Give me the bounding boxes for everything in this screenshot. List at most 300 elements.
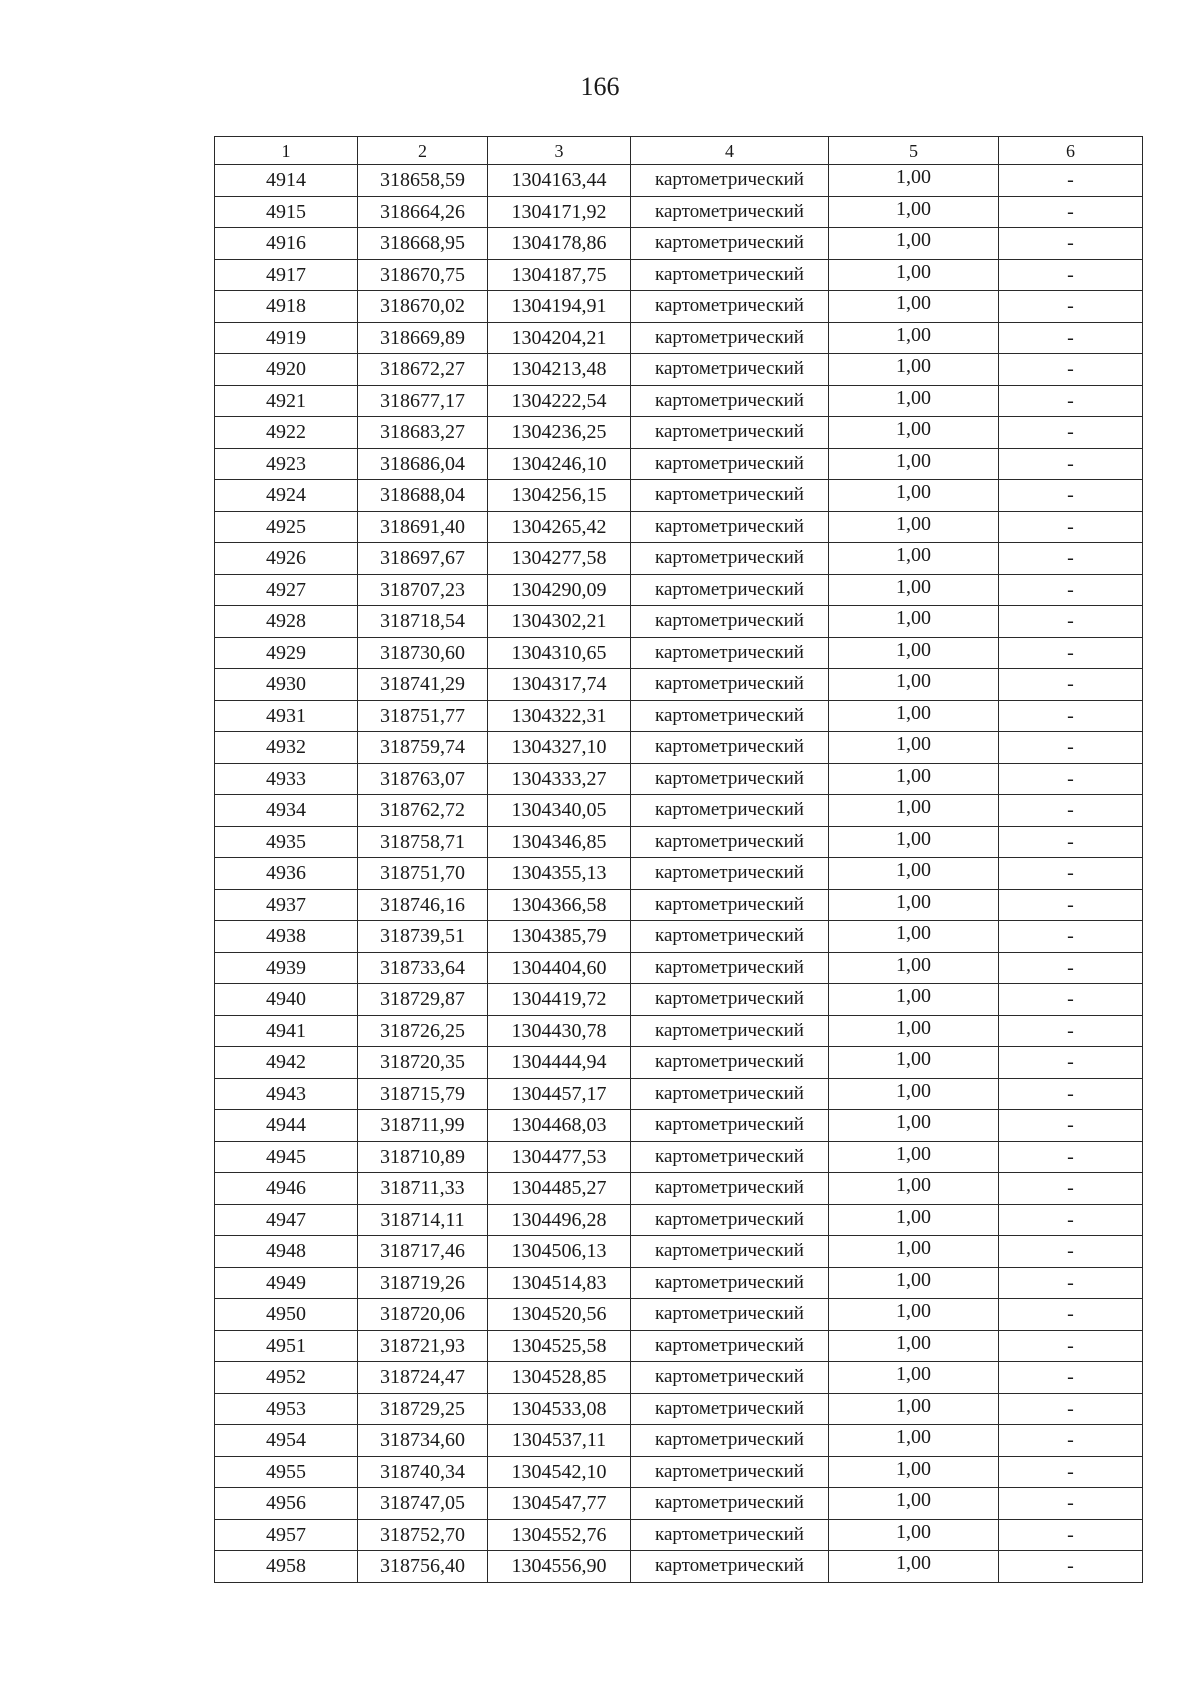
description-cell: - xyxy=(999,1330,1143,1362)
point-number-cell: 4914 xyxy=(215,165,358,197)
description-cell: - xyxy=(999,1078,1143,1110)
x-coordinate-cell: 318707,23 xyxy=(358,574,488,606)
table-row xyxy=(215,574,1143,606)
accuracy-cell: 1,00 xyxy=(829,574,999,606)
accuracy-cell: 1,00 xyxy=(829,480,999,512)
y-coordinate-cell: 1304236,25 xyxy=(488,417,631,449)
point-number-cell: 4936 xyxy=(215,858,358,890)
point-number-cell: 4947 xyxy=(215,1204,358,1236)
description-cell: - xyxy=(999,543,1143,575)
point-number-cell: 4917 xyxy=(215,259,358,291)
point-number-cell: 4929 xyxy=(215,637,358,669)
method-cell: картометрический xyxy=(631,669,829,701)
description-cell: - xyxy=(999,1456,1143,1488)
table-row xyxy=(215,637,1143,669)
method-cell: картометрический xyxy=(631,1236,829,1268)
description-cell: - xyxy=(999,1047,1143,1079)
table-row xyxy=(215,952,1143,984)
table-row xyxy=(215,795,1143,827)
header-cell: 1 xyxy=(215,137,358,165)
table-row xyxy=(215,1425,1143,1457)
point-number-cell: 4926 xyxy=(215,543,358,575)
table-row xyxy=(215,1267,1143,1299)
point-number-cell: 4922 xyxy=(215,417,358,449)
table-row xyxy=(215,1078,1143,1110)
method-cell: картометрический xyxy=(631,1047,829,1079)
description-cell: - xyxy=(999,417,1143,449)
x-coordinate-cell: 318730,60 xyxy=(358,637,488,669)
y-coordinate-cell: 1304163,44 xyxy=(488,165,631,197)
method-cell: картометрический xyxy=(631,732,829,764)
table-row xyxy=(215,543,1143,575)
accuracy-cell: 1,00 xyxy=(829,606,999,638)
accuracy-cell: 1,00 xyxy=(829,1299,999,1331)
x-coordinate-cell: 318683,27 xyxy=(358,417,488,449)
method-cell: картометрический xyxy=(631,1015,829,1047)
accuracy-cell: 1,00 xyxy=(829,291,999,323)
point-number-cell: 4938 xyxy=(215,921,358,953)
description-cell: - xyxy=(999,1425,1143,1457)
method-cell: картометрический xyxy=(631,1362,829,1394)
description-cell: - xyxy=(999,574,1143,606)
x-coordinate-cell: 318691,40 xyxy=(358,511,488,543)
point-number-cell: 4951 xyxy=(215,1330,358,1362)
y-coordinate-cell: 1304265,42 xyxy=(488,511,631,543)
accuracy-cell: 1,00 xyxy=(829,1078,999,1110)
method-cell: картометрический xyxy=(631,165,829,197)
method-cell: картометрический xyxy=(631,858,829,890)
accuracy-cell: 1,00 xyxy=(829,1047,999,1079)
method-cell: картометрический xyxy=(631,448,829,480)
table-row xyxy=(215,1299,1143,1331)
point-number-cell: 4946 xyxy=(215,1173,358,1205)
method-cell: картометрический xyxy=(631,606,829,638)
table-row xyxy=(215,480,1143,512)
description-cell: - xyxy=(999,354,1143,386)
description-cell: - xyxy=(999,1519,1143,1551)
accuracy-cell: 1,00 xyxy=(829,1015,999,1047)
accuracy-cell: 1,00 xyxy=(829,1519,999,1551)
point-number-cell: 4921 xyxy=(215,385,358,417)
y-coordinate-cell: 1304496,28 xyxy=(488,1204,631,1236)
point-number-cell: 4930 xyxy=(215,669,358,701)
x-coordinate-cell: 318658,59 xyxy=(358,165,488,197)
method-cell: картометрический xyxy=(631,1078,829,1110)
accuracy-cell: 1,00 xyxy=(829,228,999,260)
accuracy-cell: 1,00 xyxy=(829,858,999,890)
method-cell: картометрический xyxy=(631,322,829,354)
method-cell: картометрический xyxy=(631,952,829,984)
description-cell: - xyxy=(999,448,1143,480)
table-row xyxy=(215,228,1143,260)
method-cell: картометрический xyxy=(631,543,829,575)
method-cell: картометрический xyxy=(631,574,829,606)
point-number-cell: 4927 xyxy=(215,574,358,606)
accuracy-cell: 1,00 xyxy=(829,1456,999,1488)
point-number-cell: 4923 xyxy=(215,448,358,480)
description-cell: - xyxy=(999,196,1143,228)
x-coordinate-cell: 318714,11 xyxy=(358,1204,488,1236)
x-coordinate-cell: 318688,04 xyxy=(358,480,488,512)
table-row xyxy=(215,984,1143,1016)
y-coordinate-cell: 1304277,58 xyxy=(488,543,631,575)
page-number: 166 xyxy=(580,72,620,101)
y-coordinate-cell: 1304520,56 xyxy=(488,1299,631,1331)
coordinates-table xyxy=(214,136,1143,1583)
y-coordinate-cell: 1304256,15 xyxy=(488,480,631,512)
description-cell: - xyxy=(999,763,1143,795)
description-cell: - xyxy=(999,1173,1143,1205)
y-coordinate-cell: 1304430,78 xyxy=(488,1015,631,1047)
accuracy-cell: 1,00 xyxy=(829,417,999,449)
table-row xyxy=(215,165,1143,197)
accuracy-cell: 1,00 xyxy=(829,700,999,732)
accuracy-cell: 1,00 xyxy=(829,795,999,827)
accuracy-cell: 1,00 xyxy=(829,354,999,386)
method-cell: картометрический xyxy=(631,1425,829,1457)
y-coordinate-cell: 1304533,08 xyxy=(488,1393,631,1425)
point-number-cell: 4954 xyxy=(215,1425,358,1457)
accuracy-cell: 1,00 xyxy=(829,1551,999,1583)
y-coordinate-cell: 1304556,90 xyxy=(488,1551,631,1583)
method-cell: картометрический xyxy=(631,921,829,953)
table-row xyxy=(215,921,1143,953)
description-cell: - xyxy=(999,1393,1143,1425)
table-row xyxy=(215,511,1143,543)
method-cell: картометрический xyxy=(631,480,829,512)
table-row xyxy=(215,1047,1143,1079)
x-coordinate-cell: 318719,26 xyxy=(358,1267,488,1299)
y-coordinate-cell: 1304222,54 xyxy=(488,385,631,417)
x-coordinate-cell: 318762,72 xyxy=(358,795,488,827)
point-number-cell: 4950 xyxy=(215,1299,358,1331)
point-number-cell: 4928 xyxy=(215,606,358,638)
point-number-cell: 4955 xyxy=(215,1456,358,1488)
y-coordinate-cell: 1304477,53 xyxy=(488,1141,631,1173)
method-cell: картометрический xyxy=(631,385,829,417)
x-coordinate-cell: 318677,17 xyxy=(358,385,488,417)
header-cell: 5 xyxy=(829,137,999,165)
y-coordinate-cell: 1304290,09 xyxy=(488,574,631,606)
accuracy-cell: 1,00 xyxy=(829,543,999,575)
table-row xyxy=(215,1456,1143,1488)
method-cell: картометрический xyxy=(631,889,829,921)
point-number-cell: 4958 xyxy=(215,1551,358,1583)
table-row xyxy=(215,732,1143,764)
x-coordinate-cell: 318734,60 xyxy=(358,1425,488,1457)
method-cell: картометрический xyxy=(631,1204,829,1236)
description-cell: - xyxy=(999,1267,1143,1299)
point-number-cell: 4915 xyxy=(215,196,358,228)
table-row xyxy=(215,291,1143,323)
accuracy-cell: 1,00 xyxy=(829,1141,999,1173)
method-cell: картометрический xyxy=(631,1173,829,1205)
table-row xyxy=(215,196,1143,228)
description-cell: - xyxy=(999,669,1143,701)
method-cell: картометрический xyxy=(631,511,829,543)
accuracy-cell: 1,00 xyxy=(829,669,999,701)
accuracy-cell: 1,00 xyxy=(829,1204,999,1236)
point-number-cell: 4916 xyxy=(215,228,358,260)
description-cell: - xyxy=(999,1236,1143,1268)
point-number-cell: 4945 xyxy=(215,1141,358,1173)
table-row xyxy=(215,858,1143,890)
description-cell: - xyxy=(999,858,1143,890)
x-coordinate-cell: 318751,70 xyxy=(358,858,488,890)
method-cell: картометрический xyxy=(631,1519,829,1551)
method-cell: картометрический xyxy=(631,1393,829,1425)
accuracy-cell: 1,00 xyxy=(829,1267,999,1299)
accuracy-cell: 1,00 xyxy=(829,1110,999,1142)
y-coordinate-cell: 1304317,74 xyxy=(488,669,631,701)
accuracy-cell: 1,00 xyxy=(829,984,999,1016)
x-coordinate-cell: 318686,04 xyxy=(358,448,488,480)
table-row xyxy=(215,1236,1143,1268)
y-coordinate-cell: 1304187,75 xyxy=(488,259,631,291)
point-number-cell: 4932 xyxy=(215,732,358,764)
accuracy-cell: 1,00 xyxy=(829,385,999,417)
y-coordinate-cell: 1304310,65 xyxy=(488,637,631,669)
x-coordinate-cell: 318720,06 xyxy=(358,1299,488,1331)
method-cell: картометрический xyxy=(631,228,829,260)
accuracy-cell: 1,00 xyxy=(829,921,999,953)
x-coordinate-cell: 318758,71 xyxy=(358,826,488,858)
description-cell: - xyxy=(999,511,1143,543)
accuracy-cell: 1,00 xyxy=(829,637,999,669)
description-cell: - xyxy=(999,606,1143,638)
point-number-cell: 4943 xyxy=(215,1078,358,1110)
point-number-cell: 4948 xyxy=(215,1236,358,1268)
y-coordinate-cell: 1304171,92 xyxy=(488,196,631,228)
y-coordinate-cell: 1304485,27 xyxy=(488,1173,631,1205)
y-coordinate-cell: 1304385,79 xyxy=(488,921,631,953)
accuracy-cell: 1,00 xyxy=(829,448,999,480)
accuracy-cell: 1,00 xyxy=(829,1393,999,1425)
description-cell: - xyxy=(999,889,1143,921)
accuracy-cell: 1,00 xyxy=(829,1488,999,1520)
accuracy-cell: 1,00 xyxy=(829,826,999,858)
table-row xyxy=(215,259,1143,291)
x-coordinate-cell: 318729,25 xyxy=(358,1393,488,1425)
description-cell: - xyxy=(999,165,1143,197)
point-number-cell: 4953 xyxy=(215,1393,358,1425)
table-row xyxy=(215,700,1143,732)
table-body xyxy=(215,165,1143,1583)
header-cell: 2 xyxy=(358,137,488,165)
description-cell: - xyxy=(999,795,1143,827)
table-row xyxy=(215,606,1143,638)
x-coordinate-cell: 318668,95 xyxy=(358,228,488,260)
table-row xyxy=(215,1393,1143,1425)
x-coordinate-cell: 318756,40 xyxy=(358,1551,488,1583)
table-row xyxy=(215,669,1143,701)
x-coordinate-cell: 318711,33 xyxy=(358,1173,488,1205)
description-cell: - xyxy=(999,1551,1143,1583)
table-row xyxy=(215,1330,1143,1362)
point-number-cell: 4937 xyxy=(215,889,358,921)
method-cell: картометрический xyxy=(631,259,829,291)
y-coordinate-cell: 1304419,72 xyxy=(488,984,631,1016)
description-cell: - xyxy=(999,1110,1143,1142)
accuracy-cell: 1,00 xyxy=(829,952,999,984)
point-number-cell: 4935 xyxy=(215,826,358,858)
x-coordinate-cell: 318746,16 xyxy=(358,889,488,921)
accuracy-cell: 1,00 xyxy=(829,165,999,197)
table-row xyxy=(215,1488,1143,1520)
description-cell: - xyxy=(999,1488,1143,1520)
table-row xyxy=(215,826,1143,858)
point-number-cell: 4944 xyxy=(215,1110,358,1142)
method-cell: картометрический xyxy=(631,700,829,732)
x-coordinate-cell: 318751,77 xyxy=(358,700,488,732)
description-cell: - xyxy=(999,1141,1143,1173)
x-coordinate-cell: 318724,47 xyxy=(358,1362,488,1394)
y-coordinate-cell: 1304327,10 xyxy=(488,732,631,764)
point-number-cell: 4920 xyxy=(215,354,358,386)
y-coordinate-cell: 1304340,05 xyxy=(488,795,631,827)
method-cell: картометрический xyxy=(631,1551,829,1583)
method-cell: картометрический xyxy=(631,763,829,795)
y-coordinate-cell: 1304355,13 xyxy=(488,858,631,890)
y-coordinate-cell: 1304204,21 xyxy=(488,322,631,354)
y-coordinate-cell: 1304542,10 xyxy=(488,1456,631,1488)
point-number-cell: 4949 xyxy=(215,1267,358,1299)
y-coordinate-cell: 1304514,83 xyxy=(488,1267,631,1299)
x-coordinate-cell: 318717,46 xyxy=(358,1236,488,1268)
method-cell: картометрический xyxy=(631,1456,829,1488)
description-cell: - xyxy=(999,259,1143,291)
description-cell: - xyxy=(999,984,1143,1016)
x-coordinate-cell: 318670,02 xyxy=(358,291,488,323)
accuracy-cell: 1,00 xyxy=(829,1330,999,1362)
x-coordinate-cell: 318739,51 xyxy=(358,921,488,953)
x-coordinate-cell: 318720,35 xyxy=(358,1047,488,1079)
description-cell: - xyxy=(999,700,1143,732)
method-cell: картометрический xyxy=(631,826,829,858)
accuracy-cell: 1,00 xyxy=(829,732,999,764)
table-row xyxy=(215,763,1143,795)
x-coordinate-cell: 318670,75 xyxy=(358,259,488,291)
x-coordinate-cell: 318733,64 xyxy=(358,952,488,984)
y-coordinate-cell: 1304213,48 xyxy=(488,354,631,386)
point-number-cell: 4956 xyxy=(215,1488,358,1520)
accuracy-cell: 1,00 xyxy=(829,259,999,291)
table-row xyxy=(215,448,1143,480)
point-number-cell: 4939 xyxy=(215,952,358,984)
point-number-cell: 4925 xyxy=(215,511,358,543)
table-header xyxy=(215,137,1143,165)
x-coordinate-cell: 318752,70 xyxy=(358,1519,488,1551)
point-number-cell: 4941 xyxy=(215,1015,358,1047)
x-coordinate-cell: 318697,67 xyxy=(358,543,488,575)
method-cell: картометрический xyxy=(631,196,829,228)
accuracy-cell: 1,00 xyxy=(829,1425,999,1457)
method-cell: картометрический xyxy=(631,1488,829,1520)
method-cell: картометрический xyxy=(631,984,829,1016)
description-cell: - xyxy=(999,826,1143,858)
method-cell: картометрический xyxy=(631,354,829,386)
point-number-cell: 4957 xyxy=(215,1519,358,1551)
y-coordinate-cell: 1304178,86 xyxy=(488,228,631,260)
header-cell: 3 xyxy=(488,137,631,165)
table-row xyxy=(215,1141,1143,1173)
accuracy-cell: 1,00 xyxy=(829,196,999,228)
y-coordinate-cell: 1304333,27 xyxy=(488,763,631,795)
table-row xyxy=(215,1015,1143,1047)
x-coordinate-cell: 318741,29 xyxy=(358,669,488,701)
point-number-cell: 4919 xyxy=(215,322,358,354)
header-cell: 4 xyxy=(631,137,829,165)
table-row xyxy=(215,1551,1143,1583)
method-cell: картометрический xyxy=(631,1110,829,1142)
y-coordinate-cell: 1304537,11 xyxy=(488,1425,631,1457)
y-coordinate-cell: 1304322,31 xyxy=(488,700,631,732)
table-row xyxy=(215,322,1143,354)
description-cell: - xyxy=(999,480,1143,512)
description-cell: - xyxy=(999,952,1143,984)
accuracy-cell: 1,00 xyxy=(829,1173,999,1205)
accuracy-cell: 1,00 xyxy=(829,1236,999,1268)
method-cell: картометрический xyxy=(631,1141,829,1173)
y-coordinate-cell: 1304246,10 xyxy=(488,448,631,480)
x-coordinate-cell: 318747,05 xyxy=(358,1488,488,1520)
description-cell: - xyxy=(999,1299,1143,1331)
accuracy-cell: 1,00 xyxy=(829,511,999,543)
description-cell: - xyxy=(999,637,1143,669)
method-cell: картометрический xyxy=(631,795,829,827)
table-row xyxy=(215,1519,1143,1551)
x-coordinate-cell: 318759,74 xyxy=(358,732,488,764)
point-number-cell: 4918 xyxy=(215,291,358,323)
x-coordinate-cell: 318740,34 xyxy=(358,1456,488,1488)
description-cell: - xyxy=(999,291,1143,323)
accuracy-cell: 1,00 xyxy=(829,889,999,921)
y-coordinate-cell: 1304547,77 xyxy=(488,1488,631,1520)
x-coordinate-cell: 318664,26 xyxy=(358,196,488,228)
y-coordinate-cell: 1304506,13 xyxy=(488,1236,631,1268)
description-cell: - xyxy=(999,921,1143,953)
method-cell: картометрический xyxy=(631,1267,829,1299)
table-row xyxy=(215,417,1143,449)
y-coordinate-cell: 1304468,03 xyxy=(488,1110,631,1142)
y-coordinate-cell: 1304404,60 xyxy=(488,952,631,984)
x-coordinate-cell: 318721,93 xyxy=(358,1330,488,1362)
y-coordinate-cell: 1304444,94 xyxy=(488,1047,631,1079)
accuracy-cell: 1,00 xyxy=(829,763,999,795)
description-cell: - xyxy=(999,1015,1143,1047)
x-coordinate-cell: 318669,89 xyxy=(358,322,488,354)
description-cell: - xyxy=(999,732,1143,764)
description-cell: - xyxy=(999,322,1143,354)
table-row xyxy=(215,1362,1143,1394)
x-coordinate-cell: 318715,79 xyxy=(358,1078,488,1110)
description-cell: - xyxy=(999,385,1143,417)
point-number-cell: 4924 xyxy=(215,480,358,512)
method-cell: картометрический xyxy=(631,291,829,323)
header-cell: 6 xyxy=(999,137,1143,165)
x-coordinate-cell: 318718,54 xyxy=(358,606,488,638)
x-coordinate-cell: 318711,99 xyxy=(358,1110,488,1142)
table-row xyxy=(215,1173,1143,1205)
x-coordinate-cell: 318710,89 xyxy=(358,1141,488,1173)
table-row xyxy=(215,354,1143,386)
method-cell: картометрический xyxy=(631,1330,829,1362)
point-number-cell: 4931 xyxy=(215,700,358,732)
table-row xyxy=(215,1204,1143,1236)
table-row xyxy=(215,385,1143,417)
y-coordinate-cell: 1304525,58 xyxy=(488,1330,631,1362)
method-cell: картометрический xyxy=(631,637,829,669)
